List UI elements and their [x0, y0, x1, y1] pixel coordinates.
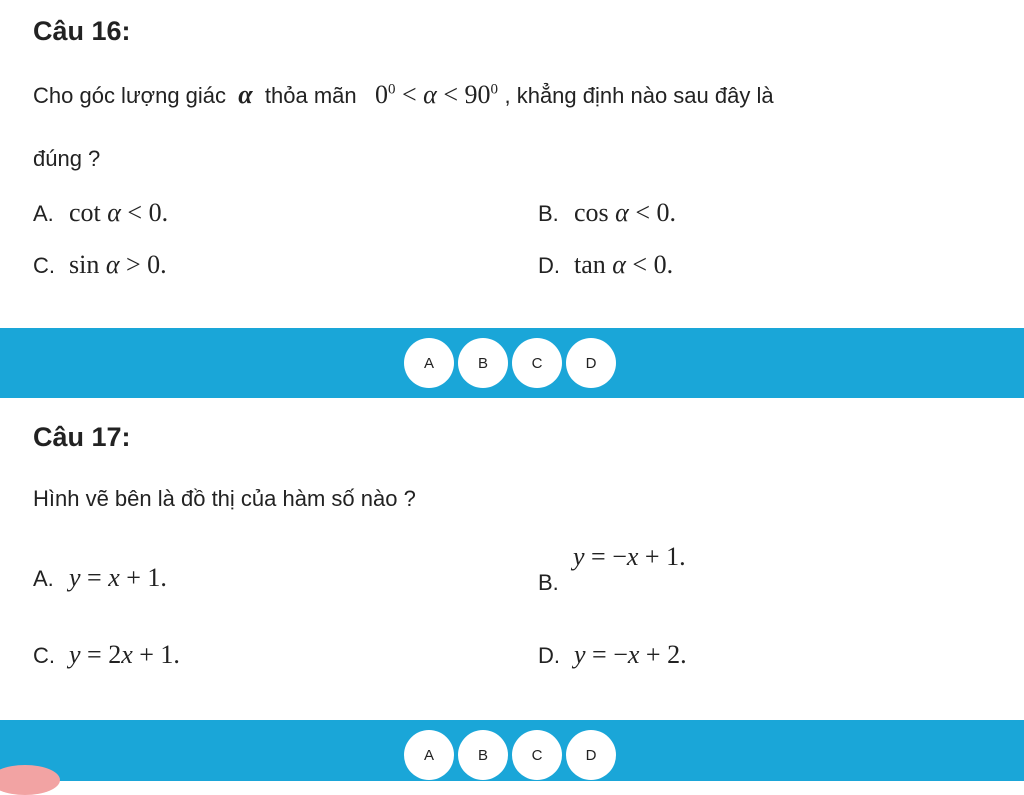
option-letter: A. — [33, 201, 54, 226]
q16-option-b — [538, 198, 676, 228]
option-formula: cos α < 0. — [574, 198, 676, 227]
q17-option-a — [33, 563, 167, 593]
option-letter: C. — [33, 253, 55, 278]
q17-option-b — [573, 542, 686, 572]
question-16-prompt-line2: đúng ? — [33, 146, 101, 171]
answer-b-button[interactable]: B — [458, 338, 508, 388]
option-formula: tan α < 0. — [574, 250, 674, 279]
option-formula: y = x + 1. — [69, 563, 167, 592]
option-formula: y = 2x + 1. — [69, 640, 180, 669]
answer-d-button[interactable]: D — [566, 730, 616, 780]
option-formula: cot α < 0. — [69, 198, 169, 227]
cond-exp1: 0 — [387, 81, 396, 98]
option-formula: y = −x + 1. — [573, 542, 686, 571]
cond-90: 90 — [464, 80, 491, 109]
question-16-title: Câu 16: — [33, 16, 131, 46]
question-17-title: Câu 17: — [33, 422, 131, 452]
prompt-text-pre: Cho góc lượng giác — [33, 83, 227, 108]
alpha-symbol: α — [238, 80, 253, 109]
option-formula: y = −x + 2. — [574, 640, 687, 669]
answer-buttons — [404, 338, 616, 388]
condition-formula — [375, 80, 505, 109]
question-17-prompt: Hình vẽ bên là đồ thị của hàm số nào ? — [33, 486, 416, 511]
q16-option-d — [538, 250, 673, 280]
option-letter: A. — [33, 566, 54, 591]
answer-bar-q16 — [0, 328, 1024, 398]
answer-a-button[interactable]: A — [404, 730, 454, 780]
q17-option-d — [538, 640, 687, 670]
answer-bar-q17 — [0, 720, 1024, 781]
prompt-text-mid: thỏa mãn — [264, 83, 357, 108]
q16-option-c — [33, 250, 167, 280]
option-letter: D. — [538, 643, 560, 668]
question-16-prompt — [33, 80, 774, 110]
cond-alpha: α — [423, 80, 437, 109]
option-letter: B. — [538, 570, 559, 595]
option-letter: C. — [33, 643, 55, 668]
option-formula: sin α > 0. — [69, 250, 167, 279]
answer-a-button[interactable]: A — [404, 338, 454, 388]
cond-lt1: < — [401, 80, 417, 109]
cond-zero: 0 — [374, 80, 388, 109]
answer-c-button[interactable]: C — [512, 730, 562, 780]
option-letter: D. — [538, 253, 560, 278]
cond-exp2: 0 — [490, 81, 498, 98]
option-letter: B. — [538, 201, 559, 226]
answer-d-button[interactable]: D — [566, 338, 616, 388]
q16-option-a — [33, 198, 168, 228]
cond-lt2: < — [443, 80, 458, 109]
answer-c-button[interactable]: C — [512, 338, 562, 388]
answer-b-button[interactable]: B — [458, 730, 508, 780]
prompt-text-post: , khẳng định nào sau đây là — [504, 83, 774, 108]
answer-buttons — [404, 730, 616, 780]
floating-action-blob[interactable] — [0, 765, 60, 795]
q17-option-b-letter — [538, 570, 574, 596]
q17-option-c — [33, 640, 180, 670]
